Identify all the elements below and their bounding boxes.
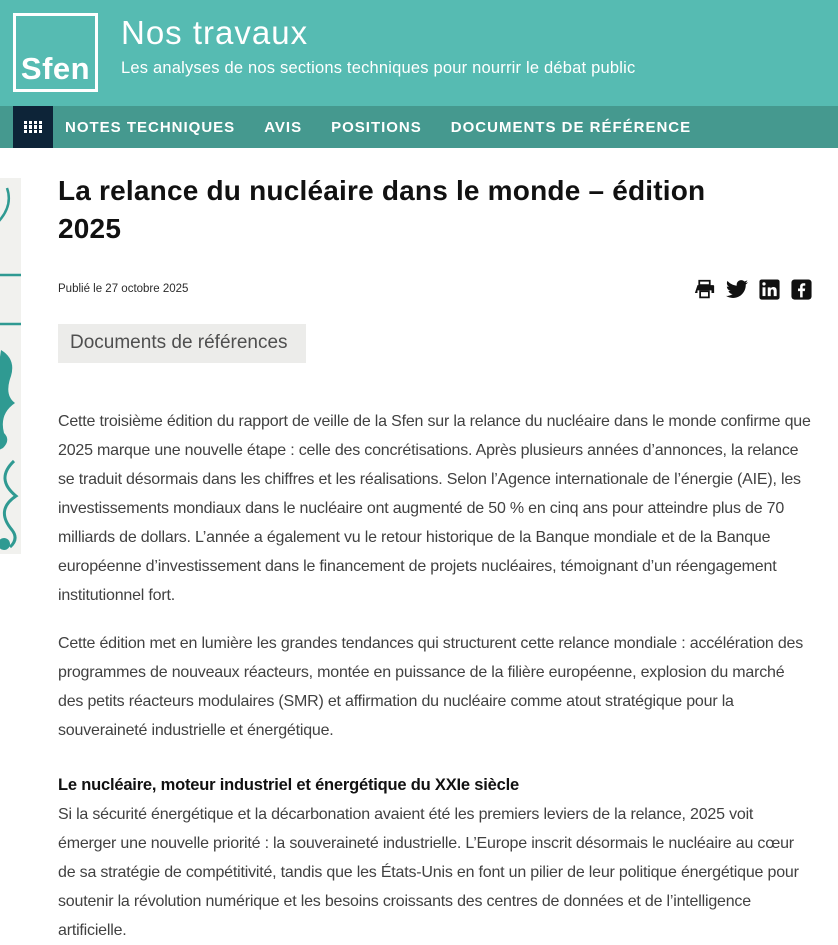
published-date: Publié le 27 octobre 2025 (58, 283, 189, 295)
sfen-logo[interactable] (13, 13, 98, 92)
facebook-icon[interactable] (791, 279, 812, 300)
article-body (58, 407, 812, 945)
paragraph-1: Cette troisième édition du rapport de veille de la Sfen sur la relance du nucléaire dans le monde confirme que 2025 marque une nouvelle étape : celle des concrétisations. Après plusieurs années d’annonces, la relance se traduit désormais dans les chiffres et les réalisations. Selon l’Agence internationale de l’énergie (AIE), les investissements mondiaux dans le nucléaire ont augmenté de 50 % en cinq ans pour atteindre plus de 70 milliards de dollars. L’année a également vu le retour historique de la Banque mondiale et de la Banque européenne d’investissement dans le financement de projets nucléaires, témoignant d’un réengagement institutionnel fort. (58, 413, 811, 604)
sfen-logo-text: Sfen (20, 51, 91, 86)
category-tag[interactable]: Documents de références (58, 324, 306, 363)
apps-grid-button[interactable] (13, 106, 53, 148)
article-subheading: Le nucléaire, moteur industriel et énergétique du XXIe siècle (58, 776, 519, 794)
print-icon[interactable] (694, 279, 715, 300)
header-text-block (121, 12, 635, 78)
site-title: Nos travaux (121, 14, 309, 51)
site-header (0, 0, 838, 106)
site-subtitle: Les analyses de nos sections techniques pour nourrir le débat public (121, 59, 636, 78)
nav-item-avis[interactable]: AVIS (264, 118, 303, 136)
paragraph-3: Si la sécurité énergétique et la décarbonation avaient été les premiers leviers de la relance, 2025 voit émerger une nouvelle priorité : la souveraineté industrielle. L’Europe inscrit désormais le nucléaire au cœur de sa stratégie de compétitivité, tandis que les États-Unis en font un pilier de leur politique énergétique pour soutenir la révolution numérique et les besoins croissants des centres de données et de l’intelligence artificielle. (58, 806, 799, 939)
twitter-icon[interactable] (726, 278, 748, 300)
main-navbar (0, 106, 838, 148)
paragraph-2: Cette édition met en lumière les grandes tendances qui structurent cette relance mondiale : accélération des programmes de nouveaux réacteurs, montée en puissance de la filière européenne, explosion du marché des petits réacteurs modulaires (SMR) et affirmation du nucléaire comme atout stratégique pour la souveraineté industrielle et énergétique. (58, 635, 804, 739)
main-area (0, 172, 838, 945)
nav-item-positions[interactable]: POSITIONS (331, 118, 422, 136)
share-buttons (694, 278, 812, 300)
article-meta-row (58, 278, 812, 300)
decorative-left-pattern (0, 178, 21, 554)
grid-icon (24, 121, 42, 134)
nav-item-documents-de-reference[interactable]: DOCUMENTS DE RÉFÉRENCE (450, 118, 692, 136)
nav-items (65, 106, 691, 148)
article (58, 172, 812, 945)
linkedin-icon[interactable] (759, 279, 780, 300)
nav-item-notes-techniques[interactable]: NOTES TECHNIQUES (65, 118, 236, 136)
article-title: La relance du nucléaire dans le monde – édition 2025 (58, 175, 706, 244)
